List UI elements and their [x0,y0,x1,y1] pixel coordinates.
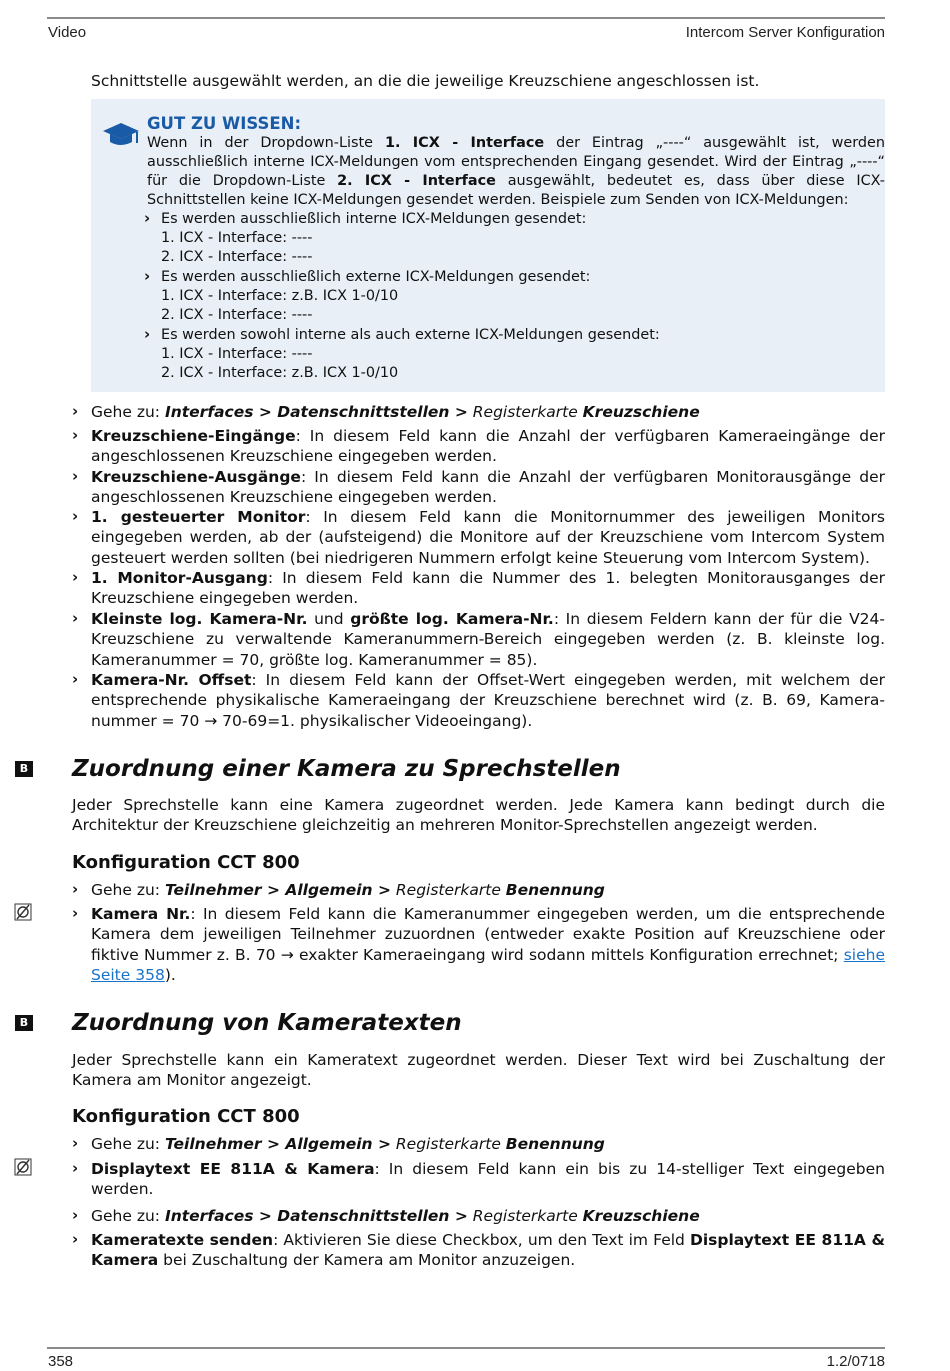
header-left: Video [48,24,87,41]
field-description: Kreuzschiene-Ausgänge: In diesem Feld kann die Anzahl der verfügbaren Monitorausgänge der angeschlossenen Kreuzschiene eingegeben werden. [91,468,885,507]
note-line: 2. ICX - Interface: ---- [161,307,313,323]
field-description: 1. gesteuerter Monitor: In diesem Feld kann die Monitornummer des jeweiligen Monitors eingegeben werden, ab der (aufsteigend) die Monitore auf der Kreuzschiene vom Intercom System gesteuert werden sollten (bei niedrigeren Nummern erfolgt keine Steuerung vom Intercom System). [91,508,885,567]
field-description: Kameratexte senden: Aktivieren Sie diese Checkbox, um den Text im Feld Displaytext EE 811A & Kamera bei Zuschaltung der Kamera am Monitor anzuzeigen. [91,1231,885,1270]
chevron-icon: › [144,325,151,343]
section-heading: Zuordnung von Kameratexten [72,1010,462,1036]
note-bullet: Es werden sowohl interne als auch externe ICX-Meldungen gesendet: [161,327,660,343]
tool-icon [14,1158,32,1176]
field-description: Kamera Nr.: In diesem Feld kann die Kameranummer eingegeben werden, um die entsprechende Kamera dem jeweiligen Teilnehmer zuzuordnen (entweder exakte Position auf Kreuzschiene oder fiktive Nummer z. B. 70 → exakter Kameraeingang wird sodann mittels Konfiguration errechnet; siehe Seite 358). [91,905,885,984]
nav-instruction: Gehe zu: Interfaces > Datenschnittstellen > Registerkarte Kreuzschiene [91,403,700,421]
chevron-icon: › [72,426,79,444]
header-rule [47,17,885,19]
section-body: Jeder Sprechstelle kann ein Kameratext zugeordnet werden. Dieser Text wird bei Zuschaltung der Kamera am Monitor angezeigt. [72,1051,885,1090]
page-number: 358 [48,1353,74,1370]
section-badge: B [15,1015,33,1031]
graduation-cap-icon [101,121,141,149]
chevron-icon: › [72,507,79,525]
note-paragraph: Wenn in der Dropdown-Liste 1. ICX - Interface der Eintrag „----“ ausgewählt ist, werden ausschließlich interne ICX-Meldungen vom entsprechenden Eingang gesendet. Wird der Eintrag „----“ für die Dropdown-Liste 2. ICX - Interface ausgewählt, bedeutet es, dass über diese ICX-Schnittstellen keine ICX-Meldungen gesendet werden. Beispiele zum Senden von ICX-Meldungen: [147,135,886,208]
note-line: 1. ICX - Interface: ---- [161,230,313,246]
intro-line: Schnittstelle ausgewählt werden, an die die jeweilige Kreuzschiene angeschlossen ist. [91,72,760,90]
nav-instruction: Gehe zu: Teilnehmer > Allgemein > Registerkarte Benennung [91,881,605,899]
chevron-icon: › [72,1206,79,1224]
chevron-icon: › [72,609,79,627]
chevron-icon: › [144,267,151,285]
note-line: 2. ICX - Interface: z.B. ICX 1-0/10 [161,365,399,381]
chevron-icon: › [72,568,79,586]
subsection-heading: Konfiguration CCT 800 [72,1106,300,1127]
nav-instruction: Gehe zu: Interfaces > Datenschnittstellen > Registerkarte Kreuzschiene [91,1207,700,1225]
version-number: 1.2/0718 [826,1353,885,1370]
chevron-icon: › [72,467,79,485]
tool-icon [14,903,32,921]
note-title: GUT ZU WISSEN: [147,114,302,133]
chevron-icon: › [72,1230,79,1248]
section-body: Jeder Sprechstelle kann eine Kamera zugeordnet werden. Jede Kamera kann bedingt durch die Architektur der Kreuzschiene gleichzeitig an mehreren Monitor-Sprechstellen angezeigt werden. [72,796,885,835]
chevron-icon: › [72,1134,79,1152]
section-badge: B [15,761,33,777]
chevron-icon: › [72,880,79,898]
field-description: Displaytext EE 811A & Kamera: In diesem Feld kann ein bis zu 14-stelliger Text eingegeben werden. [91,1160,885,1199]
note-line: 2. ICX - Interface: ---- [161,249,313,265]
section-heading: Zuordnung einer Kamera zu Sprechstellen [72,756,621,782]
field-description: Kreuzschiene-Eingänge: In diesem Feld kann die Anzahl der verfügbaren Kameraeingänge der angeschlossenen Kreuzschiene eingegeben werden. [91,427,885,466]
subsection-heading: Konfiguration CCT 800 [72,852,300,873]
chevron-icon: › [72,904,79,922]
chevron-icon: › [72,1159,79,1177]
chevron-icon: › [72,402,79,420]
note-line: 1. ICX - Interface: ---- [161,346,313,362]
note-line: 1. ICX - Interface: z.B. ICX 1-0/10 [161,288,399,304]
field-description: Kleinste log. Kamera-Nr. und größte log. Kamera-Nr.: In diesem Feldern kann der für die V24-Kreuzschiene zu verwaltende Kameranummern-Bereich eingegeben werden (z. B. kleinste log. Kameranummer = 70, größte log. Kameranummer = 85). [91,610,885,669]
note-bullet: Es werden ausschließlich externe ICX-Meldungen gesendet: [161,269,591,285]
field-description: Kamera-Nr. Offset: In diesem Feld kann der Offset-Wert eingegeben werden, mit welchem der entsprechende physikalische Kameraeingang der Kreuzschiene berechnet wird (z. B. 69, Kamera-nummer = 70 → 70-69=1. physikalischer Videoeingang). [91,671,885,730]
chevron-icon: › [144,209,151,227]
page-link[interactable]: siehe Seite 358 [91,945,885,984]
header-right: Intercom Server Konfiguration [685,24,885,41]
note-bullet: Es werden ausschließlich interne ICX-Meldungen gesendet: [161,211,587,227]
footer-rule [47,1347,885,1349]
chevron-icon: › [72,670,79,688]
nav-instruction: Gehe zu: Teilnehmer > Allgemein > Registerkarte Benennung [91,1135,605,1153]
field-description: 1. Monitor-Ausgang: In diesem Feld kann die Nummer des 1. belegten Monitorausganges der Kreuzschiene eingegeben werden. [91,569,885,608]
